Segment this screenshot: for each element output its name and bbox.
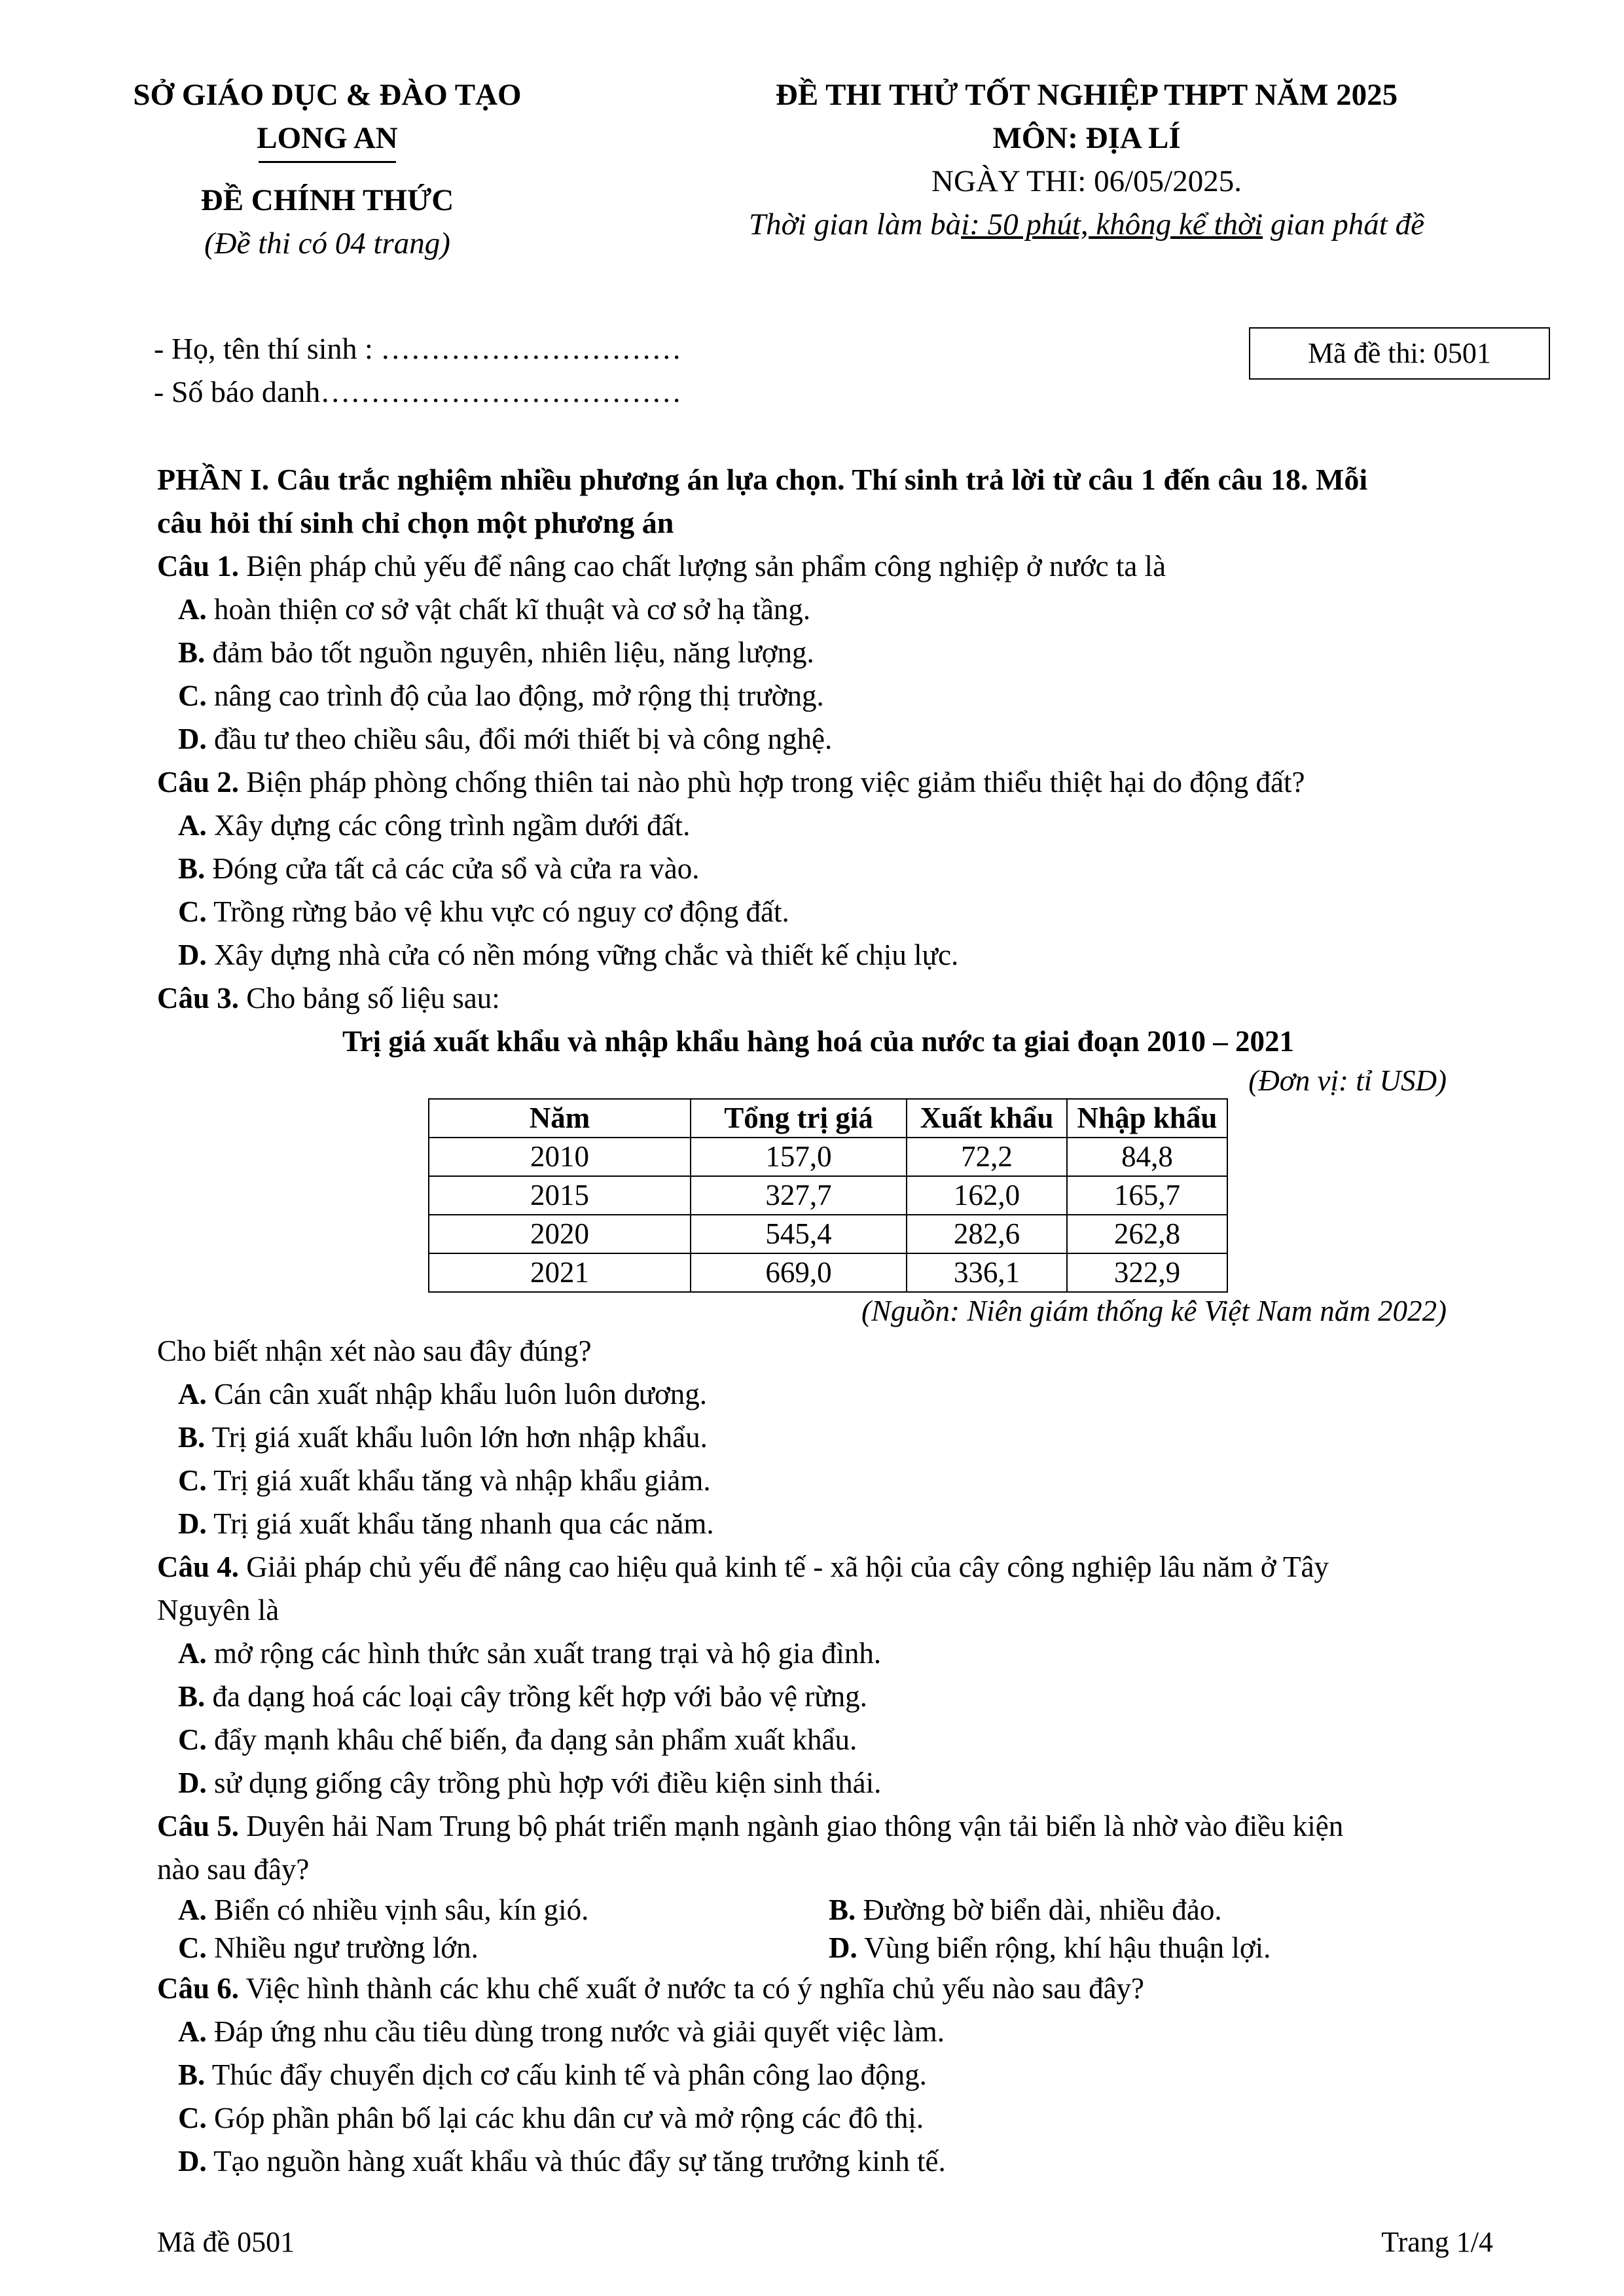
question-3-option-d: D. Trị giá xuất khẩu tăng nhanh qua các năm. [178,1507,714,1540]
subject-title: MÔN: ĐỊA LÍ [992,121,1181,155]
table-cell: 262,8 [1067,1215,1227,1253]
question-4-option-d: D. sử dụng giống cây trồng phù hợp với điều kiện sinh thái. [178,1767,882,1799]
question-5: Câu 5. Duyên hải Nam Trung bộ phát triển mạnh ngành giao thông vận tải biển là nhờ vào điều kiện [157,1810,1344,1842]
question-4-option-b: B. đa dạng hoá các loại cây trồng kết hợp với bảo vệ rừng. [178,1680,867,1713]
footer-page-number: Trang 1/4 [1381,2226,1493,2258]
table-cell: 322,9 [1067,1253,1227,1292]
question-2-option-b: B. Đóng cửa tất cả các cửa sổ và cửa ra vào. [178,852,700,885]
question-5-continued: nào sau đây? [157,1853,310,1886]
question-3-option-a: A. Cán cân xuất nhập khẩu luôn luôn dương. [178,1378,708,1410]
table-cell: 2020 [429,1215,691,1253]
table-row [429,1253,1227,1292]
question-5-option-c: C. Nhiều ngư trường lớn. [178,1931,478,1964]
question-6-option-a: A. Đáp ứng nhu cầu tiêu dùng trong nước và giải quyết việc làm. [178,2015,945,2048]
table-row [429,1176,1227,1215]
table-header-cell: Nhập khẩu [1067,1099,1227,1138]
question-6-option-d: D. Tạo nguồn hàng xuất khẩu và thúc đẩy sự tăng trưởng kinh tế. [178,2145,946,2178]
page-count-note: (Đề thi có 04 trang) [204,226,450,260]
exam-code-box: Mã đề thi: 0501 [1249,327,1550,380]
table-header-row [429,1099,1227,1138]
table-cell: 669,0 [691,1253,907,1292]
table-row [429,1215,1227,1253]
question-5-options-row2 [157,1929,1479,1967]
question-2: Câu 2. Biện pháp phòng chống thiên tai nào phù hợp trong việc giảm thiểu thiệt hại do động đất? [157,766,1305,798]
question-1-option-d: D. đầu tư theo chiều sâu, đổi mới thiết bị và công nghệ. [178,723,833,755]
table-cell: 165,7 [1067,1176,1227,1215]
question-6: Câu 6. Việc hình thành các khu chế xuất ở nước ta có ý nghĩa chủ yếu nào sau đây? [157,1972,1145,2005]
province-name: LONG AN [257,121,398,155]
header-left [118,73,537,265]
question-4-continued: Nguyên là [157,1594,280,1626]
question-3-prompt: Cho biết nhận xét nào sau đây đúng? [157,1335,592,1367]
question-1-option-c: C. nâng cao trình độ của lao động, mở rộng thị trường. [178,679,824,712]
table-cell: 327,7 [691,1176,907,1215]
table-cell: 282,6 [907,1215,1067,1253]
table-cell: 84,8 [1067,1138,1227,1176]
table-cell: 2015 [429,1176,691,1215]
data-table [428,1098,1228,1293]
department-name: SỞ GIÁO DỤC & ĐÀO TẠO [133,78,522,112]
table-cell: 545,4 [691,1215,907,1253]
question-3-option-b: B. Trị giá xuất khẩu luôn lớn hơn nhập khẩu. [178,1421,708,1454]
part-heading-line2: câu hỏi thí sinh chỉ chọn một phương án [157,506,674,539]
question-5-option-b: B. Đường bờ biển dài, nhiều đảo. [829,1893,1222,1926]
part-heading-line1: PHẦN I. Câu trắc nghiệm nhiều phương án lựa chọn. Thí sinh trả lời từ câu 1 đến câu 18. Mỗi [157,463,1368,496]
question-1: Câu 1. Biện pháp chủ yếu để nâng cao chất lượng sản phẩm công nghiệp ở nước ta là [157,550,1166,583]
table-row [429,1138,1227,1176]
candidate-info [154,327,681,414]
question-2-option-c: C. Trồng rừng bảo vệ khu vực có nguy cơ động đất. [178,895,789,928]
header-divider [259,161,396,163]
question-6-option-b: B. Thúc đẩy chuyển dịch cơ cấu kinh tế và phân công lao động. [178,2058,927,2091]
question-5-options-row1 [157,1891,1479,1929]
question-5-option-a: A. Biển có nhiều vịnh sâu, kín gió. [178,1893,589,1926]
table-cell: 72,2 [907,1138,1067,1176]
table-header-cell: Tổng trị giá [691,1099,907,1138]
candidate-id-line: - Số báo danh……………………………… [154,375,682,408]
table-cell: 2021 [429,1253,691,1292]
question-1-option-a: A. hoàn thiện cơ sở vật chất kĩ thuật và cơ sở hạ tầng. [178,593,811,626]
table-source: (Nguồn: Niên giám thống kê Việt Nam năm 2022) [861,1295,1447,1327]
question-5-option-d: D. Vùng biển rộng, khí hậu thuận lợi. [829,1931,1271,1964]
question-3: Câu 3. Cho bảng số liệu sau: [157,982,500,1014]
official-label: ĐỀ CHÍNH THỨC [200,183,454,217]
question-6-option-c: C. Góp phần phân bố lại các khu dân cư và mở rộng các đô thị. [178,2102,924,2134]
question-2-option-d: D. Xây dựng nhà cửa có nền móng vững chắc và thiết kế chịu lực. [178,939,959,971]
table-header-cell: Xuất khẩu [907,1099,1067,1138]
header-right [668,73,1506,246]
question-4-option-c: C. đẩy mạnh khâu chế biến, đa dạng sản phẩm xuất khẩu. [178,1723,857,1756]
table-header-cell: Năm [429,1099,691,1138]
exam-content [157,458,1479,2183]
exam-date: NGÀY THI: 06/05/2025. [931,164,1242,198]
table-cell: 336,1 [907,1253,1067,1292]
question-1-option-b: B. đảm bảo tốt nguồn nguyên, nhiên liệu, năng lượng. [178,636,814,669]
question-4-option-a: A. mở rộng các hình thức sản xuất trang trại và hộ gia đình. [178,1637,882,1670]
table-unit: (Đơn vị: tỉ USD) [1248,1064,1447,1097]
table-cell: 2010 [429,1138,691,1176]
footer-exam-code: Mã đề 0501 [157,2226,295,2258]
question-3-option-c: C. Trị giá xuất khẩu tăng và nhập khẩu giảm. [178,1464,711,1497]
table-cell: 162,0 [907,1176,1067,1215]
table-title: Trị giá xuất khẩu và nhập khẩu hàng hoá của nước ta giai đoạn 2010 – 2021 [342,1025,1294,1058]
question-4: Câu 4. Giải pháp chủ yếu để nâng cao hiệu quả kinh tế - xã hội của cây công nghiệp lâu năm ở Tây [157,1551,1329,1583]
exam-duration: Thời gian làm bài: 50 phút, không kể thời gian phát đề [749,207,1424,242]
exam-title: ĐỀ THI THỬ TỐT NGHIỆP THPT NĂM 2025 [775,78,1398,112]
question-2-option-a: A. Xây dựng các công trình ngầm dưới đất. [178,809,691,842]
table-cell: 157,0 [691,1138,907,1176]
candidate-name-line: - Họ, tên thí sinh : ………………………… [154,332,682,365]
